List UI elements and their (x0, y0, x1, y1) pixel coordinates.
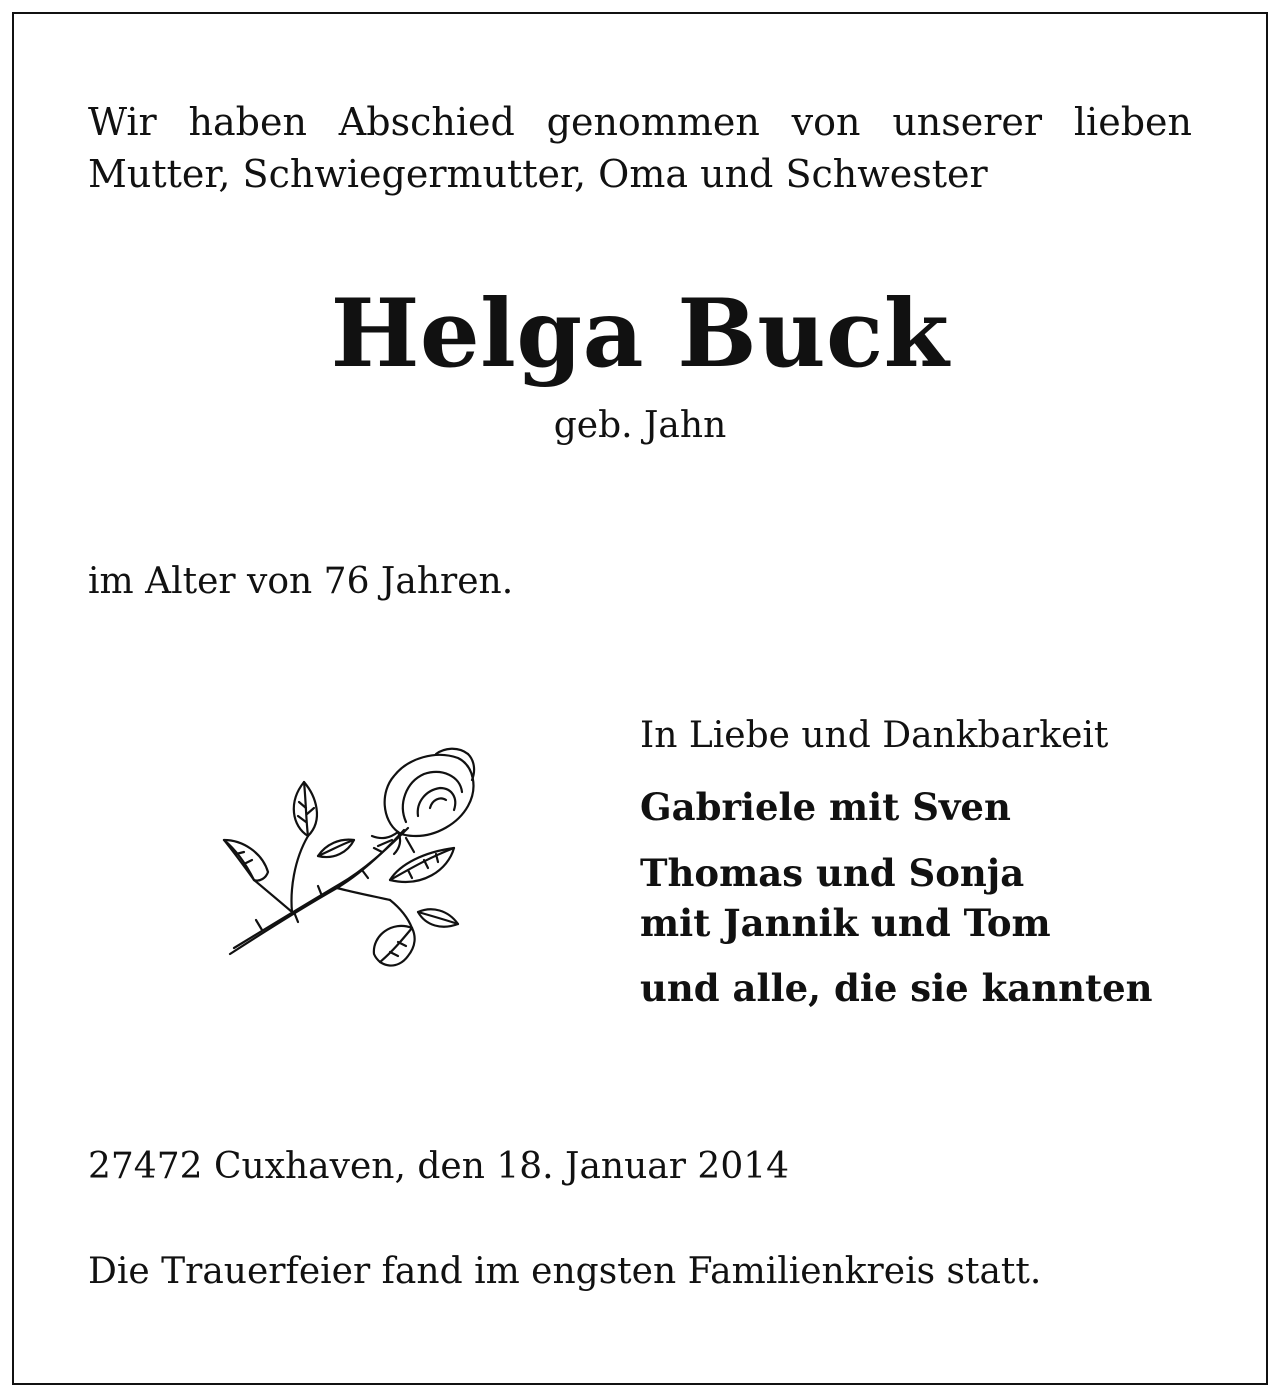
intro-line-2: Mutter, Schwiegermutter, Oma und Schwester (88, 152, 988, 196)
service-note: Die Trauerfeier fand im engsten Familienkreis statt. (88, 1251, 1042, 1292)
place-and-date: 27472 Cuxhaven, den 18. Januar 2014 (88, 1146, 790, 1187)
mourners-intro: In Liebe und Dankbarkeit (640, 715, 1109, 756)
mourner-line: Thomas und Sonja (640, 851, 1025, 895)
age-line: im Alter von 76 Jahren. (88, 561, 514, 602)
deceased-name: Helga Buck (330, 279, 950, 389)
intro-line-1: Wir haben Abschied genommen von unserer lieben (88, 100, 1192, 144)
maiden-name: geb. Jahn (553, 405, 727, 446)
mourner-line: und alle, die sie kannten (640, 966, 1153, 1010)
intro-text (88, 96, 1192, 200)
rose-icon (222, 740, 482, 975)
mourner-line: Gabriele mit Sven (640, 785, 1011, 829)
mourner-line: mit Jannik und Tom (640, 901, 1051, 945)
